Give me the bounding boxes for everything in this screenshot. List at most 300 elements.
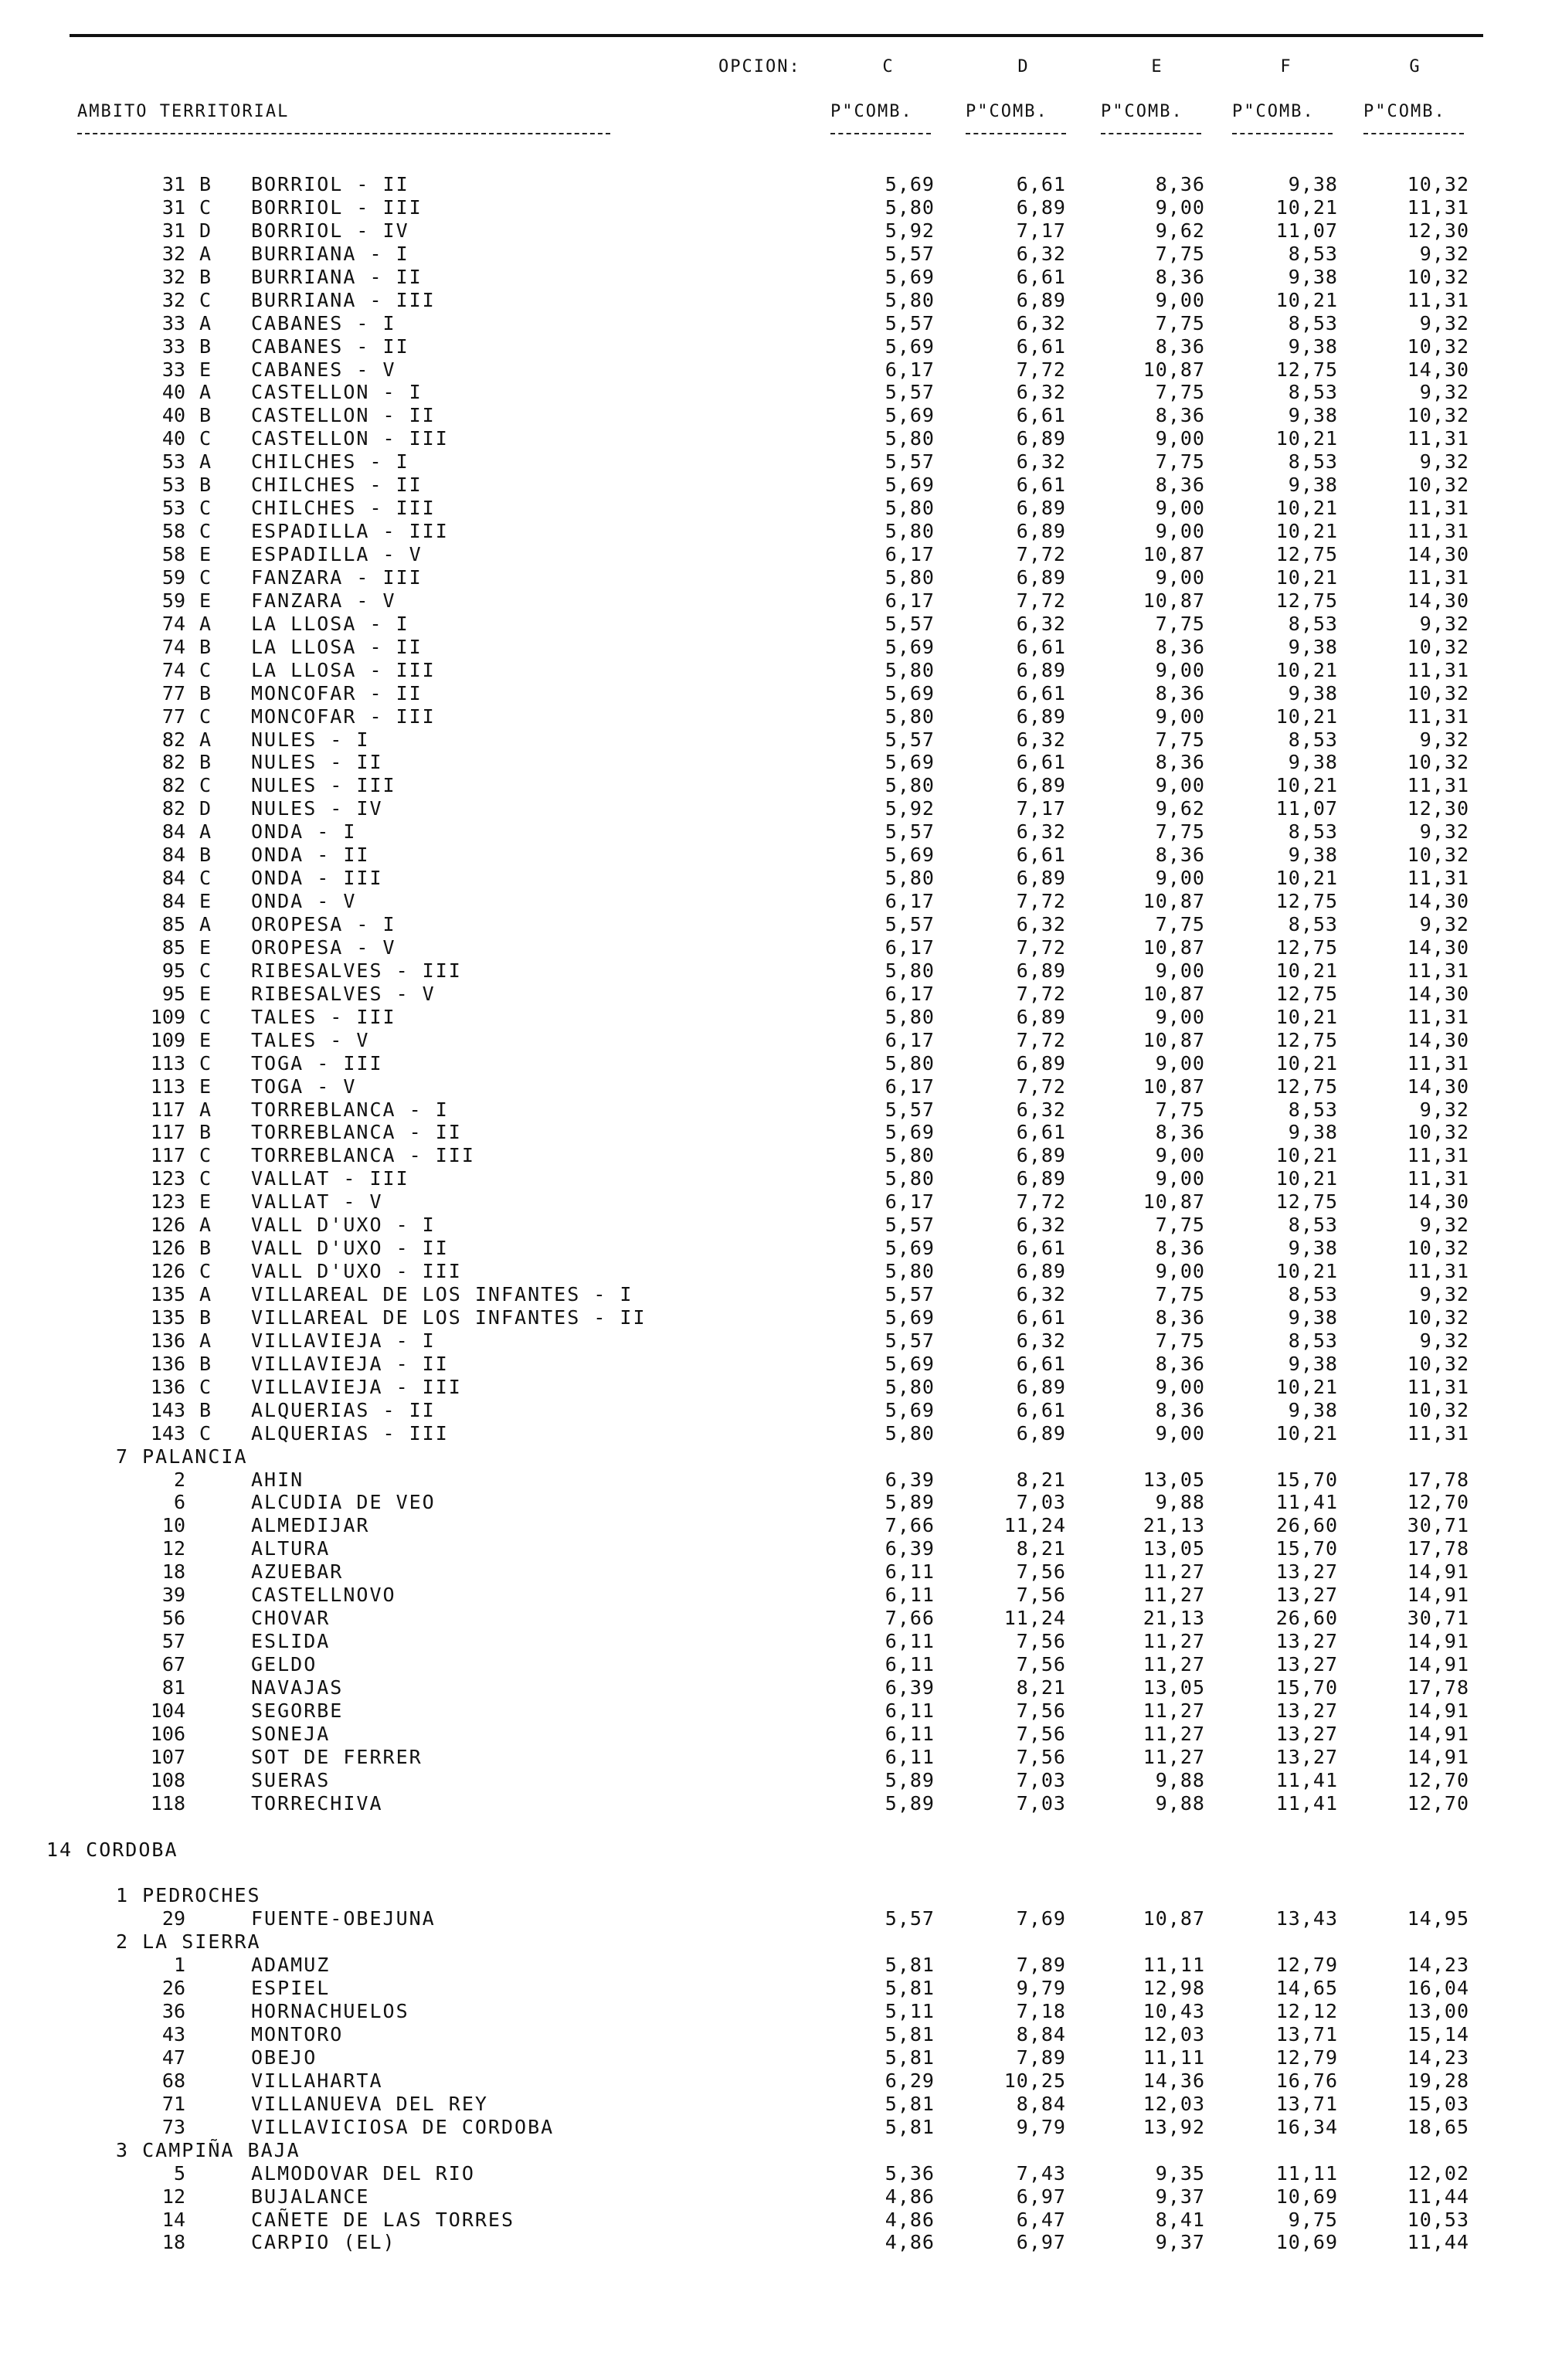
row-name: VILLAREAL DE LOS INFANTES - I	[251, 1283, 633, 1305]
row-code: 40	[161, 404, 185, 427]
row-value-c: 5,92	[885, 797, 935, 820]
row-code: 135	[150, 1283, 185, 1305]
row-name: VALL D'UXO - II	[251, 1237, 449, 1260]
row-value-e: 8,36	[1155, 1237, 1205, 1260]
row-value-e: 9,00	[1155, 867, 1205, 890]
row-value-f: 10,21	[1275, 497, 1338, 520]
row-value-g: 15,14	[1407, 2023, 1469, 2046]
row-value-d: 7,89	[1016, 2046, 1066, 2069]
row-code: 117	[150, 1144, 185, 1167]
row-value-g: 9,32	[1419, 820, 1469, 844]
row-value-d: 6,61	[1016, 1398, 1066, 1421]
row-value-g: 30,71	[1407, 1607, 1469, 1630]
row-value-e: 10,87	[1143, 543, 1205, 565]
row-value-g: 11,31	[1407, 427, 1469, 450]
row-value-g: 18,65	[1407, 2115, 1469, 2138]
row-value-g: 16,04	[1407, 1977, 1469, 2000]
row-value-c: 5,80	[885, 565, 935, 589]
row-value-e: 11,11	[1143, 1954, 1205, 1977]
row-name: ALQUERIAS - III	[251, 1421, 449, 1445]
row-value-f: 12,75	[1275, 358, 1338, 381]
row-value-e: 8,36	[1155, 404, 1205, 427]
row-value-g: 10,32	[1407, 404, 1469, 427]
row-subcode: A	[199, 612, 212, 635]
row-value-g: 11,31	[1407, 520, 1469, 543]
row-value-c: 5,57	[885, 1098, 935, 1121]
row-subcode: A	[199, 728, 212, 751]
row-name: ALMEDIJAR	[251, 1514, 370, 1537]
option-c: C	[882, 57, 895, 76]
row-name: OROPESA - I	[251, 913, 396, 935]
row-code: 32	[161, 288, 185, 311]
row-value-c: 5,57	[885, 1214, 935, 1237]
row-value-d: 6,61	[1016, 681, 1066, 704]
row-name: VILLANUEVA DEL REY	[251, 2092, 488, 2115]
row-value-f: 12,75	[1275, 1028, 1338, 1051]
table-row	[0, 1329, 1545, 1353]
row-name: ONDA - II	[251, 844, 370, 867]
row-value-e: 13,92	[1143, 2115, 1205, 2138]
row-value-c: 5,57	[885, 728, 935, 751]
row-subcode: A	[199, 1214, 212, 1237]
row-value-f: 10,21	[1275, 565, 1338, 589]
row-value-e: 11,27	[1143, 1560, 1205, 1584]
row-subcode: E	[199, 1028, 212, 1051]
row-value-c: 5,80	[885, 867, 935, 890]
row-subcode: C	[199, 1421, 212, 1445]
row-name: TORREBLANCA - I	[251, 1098, 449, 1121]
table-row	[0, 913, 1545, 936]
row-value-e: 14,36	[1143, 2069, 1205, 2092]
row-value-f: 10,21	[1275, 1375, 1338, 1398]
row-value-g: 12,02	[1407, 2161, 1469, 2185]
row-value-c: 5,11	[885, 2000, 935, 2023]
row-value-d: 6,89	[1016, 1144, 1066, 1167]
row-value-e: 9,88	[1155, 1491, 1205, 1514]
row-code: 82	[161, 728, 185, 751]
row-name: SOT DE FERRER	[251, 1745, 423, 1768]
row-value-d: 7,72	[1016, 589, 1066, 612]
row-value-d: 6,61	[1016, 404, 1066, 427]
row-code: 56	[161, 1607, 185, 1630]
row-value-g: 9,32	[1419, 450, 1469, 474]
row-value-f: 10,21	[1275, 704, 1338, 728]
row-name: BURRIANA - I	[251, 242, 409, 265]
row-value-c: 6,17	[885, 982, 935, 1005]
row-value-g: 11,31	[1407, 959, 1469, 982]
row-value-f: 8,53	[1288, 311, 1338, 334]
row-subcode: B	[199, 1121, 212, 1144]
row-value-g: 14,30	[1407, 543, 1469, 565]
row-name: VALLAT - III	[251, 1167, 409, 1190]
row-code: 109	[150, 1028, 185, 1051]
row-value-f: 12,75	[1275, 982, 1338, 1005]
row-value-d: 7,56	[1016, 1745, 1066, 1768]
row-value-c: 5,80	[885, 1005, 935, 1028]
row-value-e: 8,36	[1155, 1121, 1205, 1144]
row-value-d: 6,32	[1016, 820, 1066, 844]
row-value-g: 9,32	[1419, 913, 1469, 935]
row-code: 113	[150, 1051, 185, 1075]
row-code: 135	[150, 1305, 185, 1329]
row-name: LA LLOSA - I	[251, 612, 409, 635]
row-value-g: 11,31	[1407, 1421, 1469, 1445]
row-value-c: 5,81	[885, 2046, 935, 2069]
table-row	[0, 2209, 1545, 2232]
table-row	[0, 1260, 1545, 1283]
row-value-g: 11,31	[1407, 704, 1469, 728]
row-code: 39	[161, 1584, 185, 1607]
row-value-d: 6,89	[1016, 959, 1066, 982]
row-value-d: 6,32	[1016, 913, 1066, 935]
row-value-e: 13,05	[1143, 1468, 1205, 1491]
row-subcode: C	[199, 520, 212, 543]
row-value-e: 12,03	[1143, 2092, 1205, 2115]
option-f: F	[1280, 57, 1292, 76]
table-row	[0, 1746, 1545, 1769]
row-value-d: 7,69	[1016, 1907, 1066, 1930]
row-value-d: 6,47	[1016, 2208, 1066, 2231]
row-name: LA LLOSA - II	[251, 635, 423, 658]
row-value-d: 6,89	[1016, 288, 1066, 311]
row-name: CABANES - I	[251, 311, 396, 334]
row-code: 53	[161, 497, 185, 520]
row-name: VILLAVIEJA - I	[251, 1329, 436, 1352]
row-value-f: 12,75	[1275, 1190, 1338, 1214]
row-value-d: 6,89	[1016, 867, 1066, 890]
row-value-g: 10,32	[1407, 751, 1469, 774]
row-value-d: 6,61	[1016, 844, 1066, 867]
row-code: 18	[161, 1560, 185, 1584]
row-value-e: 9,62	[1155, 219, 1205, 242]
row-value-e: 9,00	[1155, 1375, 1205, 1398]
row-value-e: 7,75	[1155, 728, 1205, 751]
row-value-e: 7,75	[1155, 1214, 1205, 1237]
row-value-d: 6,61	[1016, 1121, 1066, 1144]
row-value-e: 8,36	[1155, 681, 1205, 704]
table-row	[0, 2000, 1545, 2023]
row-subcode: B	[199, 265, 212, 288]
section-label: 1 PEDROCHES	[116, 1884, 261, 1907]
row-code: 58	[161, 520, 185, 543]
row-value-e: 9,35	[1155, 2161, 1205, 2185]
row-value-d: 7,56	[1016, 1722, 1066, 1745]
table-row	[0, 844, 1545, 867]
row-value-e: 13,05	[1143, 1537, 1205, 1560]
row-subcode: E	[199, 890, 212, 913]
row-value-g: 10,32	[1407, 635, 1469, 658]
col-header-g: P"COMB.	[1363, 102, 1446, 121]
row-value-c: 5,80	[885, 1167, 935, 1190]
row-value-g: 14,23	[1407, 2046, 1469, 2069]
row-value-c: 5,57	[885, 311, 935, 334]
row-value-d: 6,32	[1016, 242, 1066, 265]
row-value-d: 7,03	[1016, 1791, 1066, 1815]
row-value-f: 9,75	[1288, 2208, 1338, 2231]
row-value-c: 5,80	[885, 520, 935, 543]
row-value-f: 9,38	[1288, 1305, 1338, 1329]
row-name: TALES - III	[251, 1005, 396, 1028]
row-value-c: 5,57	[885, 913, 935, 935]
row-value-f: 12,12	[1275, 2000, 1338, 2023]
row-subcode: E	[199, 935, 212, 959]
table-row	[0, 2069, 1545, 2093]
row-code: 26	[161, 1977, 185, 2000]
row-name: AHIN	[251, 1468, 304, 1491]
table-row	[0, 1422, 1545, 1445]
row-value-g: 10,32	[1407, 844, 1469, 867]
row-value-g: 11,44	[1407, 2231, 1469, 2254]
row-code: 57	[161, 1630, 185, 1653]
row-subcode: C	[199, 1167, 212, 1190]
table-row	[0, 1283, 1545, 1306]
row-value-e: 9,88	[1155, 1791, 1205, 1815]
row-name: ADAMUZ	[251, 1954, 331, 1977]
row-code: 6	[173, 1491, 185, 1514]
row-name: CASTELLON - III	[251, 427, 449, 450]
table-row	[0, 2162, 1545, 2185]
row-name: NULES - III	[251, 774, 396, 797]
row-value-c: 5,92	[885, 219, 935, 242]
row-value-c: 6,17	[885, 1075, 935, 1098]
section-heading	[0, 1930, 1545, 1954]
row-value-e: 12,03	[1143, 2023, 1205, 2046]
row-value-g: 14,30	[1407, 1075, 1469, 1098]
row-value-f: 9,38	[1288, 265, 1338, 288]
row-name: RIBESALVES - V	[251, 982, 436, 1005]
row-value-c: 6,11	[885, 1560, 935, 1584]
row-name: CASTELLNOVO	[251, 1584, 396, 1607]
row-name: CARPIO (EL)	[251, 2231, 396, 2254]
province-heading	[0, 1838, 1545, 1862]
row-value-d: 6,32	[1016, 311, 1066, 334]
table-row	[0, 728, 1545, 752]
row-code: 108	[150, 1768, 185, 1791]
row-value-e: 8,36	[1155, 334, 1205, 358]
row-value-c: 6,17	[885, 543, 935, 565]
row-name: BURRIANA - II	[251, 265, 423, 288]
row-code: 143	[150, 1398, 185, 1421]
row-value-g: 9,32	[1419, 1214, 1469, 1237]
row-value-c: 5,69	[885, 1305, 935, 1329]
row-value-e: 7,75	[1155, 1329, 1205, 1352]
row-value-g: 14,30	[1407, 1028, 1469, 1051]
row-value-f: 13,43	[1275, 1907, 1338, 1930]
row-value-d: 6,61	[1016, 1237, 1066, 1260]
row-value-d: 7,72	[1016, 890, 1066, 913]
row-value-f: 8,53	[1288, 242, 1338, 265]
row-value-e: 8,36	[1155, 751, 1205, 774]
row-name: VILLAHARTA	[251, 2069, 383, 2092]
table-row	[0, 450, 1545, 474]
row-value-g: 9,32	[1419, 1098, 1469, 1121]
col-header-d: P"COMB.	[966, 102, 1048, 121]
row-value-c: 4,86	[885, 2185, 935, 2208]
row-subcode: D	[199, 797, 212, 820]
row-code: 2	[173, 1468, 185, 1491]
row-name: OROPESA - V	[251, 935, 396, 959]
row-value-c: 5,80	[885, 195, 935, 219]
row-value-g: 12,70	[1407, 1491, 1469, 1514]
row-value-g: 14,91	[1407, 1699, 1469, 1722]
table-row	[0, 543, 1545, 566]
row-code: 136	[150, 1329, 185, 1352]
row-name: VILLAVIEJA - III	[251, 1375, 462, 1398]
table-row	[0, 1399, 1545, 1422]
row-subcode: A	[199, 820, 212, 844]
row-value-c: 5,57	[885, 1907, 935, 1930]
row-value-e: 7,75	[1155, 820, 1205, 844]
row-value-e: 21,13	[1143, 1514, 1205, 1537]
row-subcode: E	[199, 543, 212, 565]
row-code: 85	[161, 913, 185, 935]
row-value-c: 5,57	[885, 612, 935, 635]
row-value-f: 10,21	[1275, 658, 1338, 681]
table-row	[0, 1029, 1545, 1052]
row-subcode: A	[199, 1283, 212, 1305]
row-value-g: 11,31	[1407, 497, 1469, 520]
row-value-f: 9,38	[1288, 474, 1338, 497]
row-name: BURRIANA - III	[251, 288, 436, 311]
row-value-f: 11,11	[1275, 2161, 1338, 2185]
row-name: VALL D'UXO - III	[251, 1260, 462, 1283]
row-value-e: 9,00	[1155, 704, 1205, 728]
table-row	[0, 335, 1545, 358]
row-code: 14	[161, 2208, 185, 2231]
row-value-f: 10,21	[1275, 1005, 1338, 1028]
row-value-d: 7,43	[1016, 2161, 1066, 2185]
row-value-g: 10,32	[1407, 474, 1469, 497]
row-value-d: 6,97	[1016, 2185, 1066, 2208]
row-value-d: 6,89	[1016, 774, 1066, 797]
row-value-f: 12,75	[1275, 935, 1338, 959]
row-value-g: 14,30	[1407, 589, 1469, 612]
col-header-e: P"COMB.	[1101, 102, 1183, 121]
row-value-e: 10,87	[1143, 358, 1205, 381]
row-value-f: 9,38	[1288, 334, 1338, 358]
row-value-d: 6,61	[1016, 173, 1066, 195]
section-label: 3 CAMPIÑA BAJA	[116, 2138, 301, 2161]
row-value-c: 5,80	[885, 774, 935, 797]
row-value-e: 11,27	[1143, 1653, 1205, 1676]
row-value-d: 6,89	[1016, 1260, 1066, 1283]
row-name: VILLAVICIOSA DE CORDOBA	[251, 2115, 555, 2138]
row-value-g: 11,31	[1407, 1260, 1469, 1283]
row-value-f: 12,79	[1275, 1954, 1338, 1977]
row-code: 126	[150, 1214, 185, 1237]
row-value-e: 11,27	[1143, 1699, 1205, 1722]
row-value-e: 12,98	[1143, 1977, 1205, 2000]
row-subcode: C	[199, 288, 212, 311]
table-row	[0, 1699, 1545, 1723]
row-subcode: B	[199, 844, 212, 867]
row-value-e: 9,00	[1155, 1260, 1205, 1283]
row-value-c: 6,11	[885, 1653, 935, 1676]
row-value-c: 5,80	[885, 1260, 935, 1283]
table-row	[0, 936, 1545, 959]
row-value-c: 5,36	[885, 2161, 935, 2185]
table-row	[0, 173, 1545, 196]
table-row	[0, 1514, 1545, 1537]
table-row	[0, 2231, 1545, 2254]
row-name: SEGORBE	[251, 1699, 344, 1722]
row-subcode: A	[199, 311, 212, 334]
row-subcode: C	[199, 774, 212, 797]
row-value-g: 11,31	[1407, 288, 1469, 311]
row-value-e: 9,00	[1155, 497, 1205, 520]
row-value-f: 13,27	[1275, 1584, 1338, 1607]
row-value-c: 6,11	[885, 1630, 935, 1653]
row-name: HORNACHUELOS	[251, 2000, 409, 2023]
top-rule	[70, 34, 1483, 37]
table-row	[0, 682, 1545, 705]
row-value-g: 9,32	[1419, 242, 1469, 265]
row-value-f: 10,21	[1275, 1051, 1338, 1075]
row-value-f: 13,27	[1275, 1630, 1338, 1653]
row-value-f: 9,38	[1288, 1121, 1338, 1144]
row-value-f: 8,53	[1288, 1098, 1338, 1121]
row-subcode: E	[199, 982, 212, 1005]
row-value-f: 10,21	[1275, 1260, 1338, 1283]
row-value-g: 14,95	[1407, 1907, 1469, 1930]
row-value-d: 7,03	[1016, 1491, 1066, 1514]
table-row	[0, 243, 1545, 266]
row-code: 31	[161, 173, 185, 195]
row-code: 1	[173, 1954, 185, 1977]
row-value-d: 7,72	[1016, 1028, 1066, 1051]
blank-row	[0, 1815, 1545, 1838]
row-name: VILLAREAL DE LOS INFANTES - II	[251, 1305, 647, 1329]
row-value-f: 13,71	[1275, 2023, 1338, 2046]
section-heading	[0, 1445, 1545, 1468]
row-code: 109	[150, 1005, 185, 1028]
row-name: RIBESALVES - III	[251, 959, 462, 982]
row-value-e: 10,87	[1143, 1907, 1205, 1930]
row-value-f: 13,27	[1275, 1722, 1338, 1745]
row-value-e: 7,75	[1155, 450, 1205, 474]
table-row	[0, 1052, 1545, 1075]
row-subcode: B	[199, 635, 212, 658]
row-value-e: 10,87	[1143, 589, 1205, 612]
row-value-f: 13,27	[1275, 1560, 1338, 1584]
row-value-e: 9,00	[1155, 195, 1205, 219]
section-label: 7 PALANCIA	[116, 1445, 248, 1468]
row-value-d: 7,72	[1016, 1075, 1066, 1098]
row-value-g: 9,32	[1419, 381, 1469, 404]
row-code: 74	[161, 635, 185, 658]
row-value-c: 5,81	[885, 2115, 935, 2138]
option-header-row	[0, 57, 1545, 80]
row-name: NAVAJAS	[251, 1676, 344, 1699]
col-underline-f	[1232, 133, 1333, 134]
row-value-g: 10,32	[1407, 173, 1469, 195]
row-code: 71	[161, 2092, 185, 2115]
row-value-c: 5,80	[885, 1051, 935, 1075]
row-value-c: 6,39	[885, 1468, 935, 1491]
row-subcode: A	[199, 381, 212, 404]
row-value-f: 9,38	[1288, 751, 1338, 774]
table-row	[0, 1353, 1545, 1376]
row-value-e: 8,36	[1155, 844, 1205, 867]
row-value-f: 13,27	[1275, 1653, 1338, 1676]
blank-row	[0, 1861, 1545, 1884]
row-value-c: 5,80	[885, 1421, 935, 1445]
row-name: ONDA - V	[251, 890, 357, 913]
row-value-f: 10,21	[1275, 288, 1338, 311]
row-value-f: 10,21	[1275, 520, 1338, 543]
row-name: TORREBLANCA - II	[251, 1121, 462, 1144]
option-g: G	[1409, 57, 1421, 76]
